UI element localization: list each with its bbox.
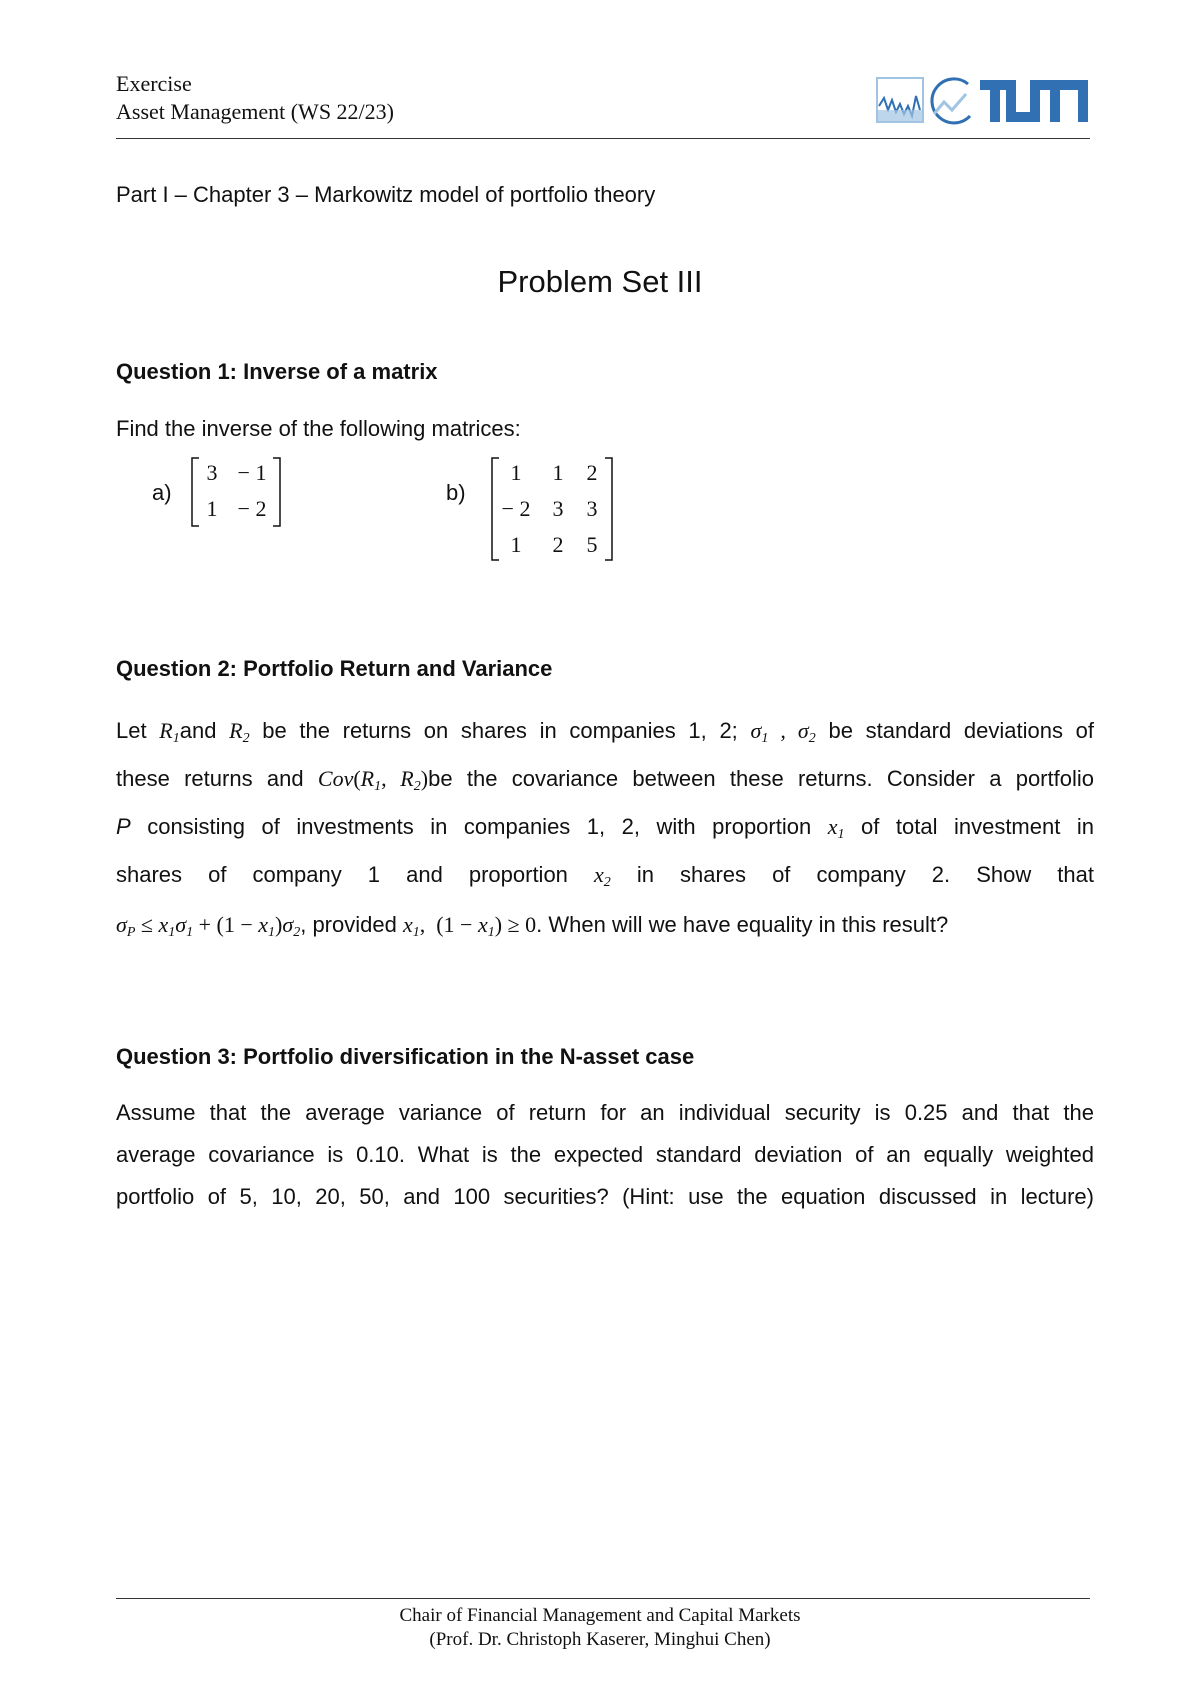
condition-formula: $x_1$, $(1 - x_1) \ge 0$ xyxy=(402,912,537,940)
question-2-line-2: these returns and $Cov(R_1$, $R_2)be$ the covariance between these returns. Consider a portfolio xyxy=(116,766,1094,794)
matrix-b xyxy=(490,454,614,564)
header-rule xyxy=(116,138,1090,139)
matrix-b-cell: 5 xyxy=(586,532,598,557)
covariance-symbol: $Cov(R_1$, $R_2$) xyxy=(317,766,429,794)
question-3-line-3: portfolio of 5, 10, 20, 50, and 100 securities? (Hint: use the equation discussed in lecture) xyxy=(116,1184,1094,1209)
matrix-a-cell: 1 xyxy=(206,496,218,521)
question-2-line-4: shares of company 1 and proportion $x_2$ in shares of company 2. Show that xyxy=(116,862,1094,890)
question-2-line-3: P consisting of investments in companies 1, 2, with proportion $x_1$ of total investment in xyxy=(116,814,1094,842)
question-1-intro: Find the inverse of the following matrices: xyxy=(116,416,521,441)
matrix-b-cell: 2 xyxy=(552,532,564,557)
matrix-b-cell: − 2 xyxy=(501,496,531,521)
chapter-line: Part I – Chapter 3 – Markowitz model of portfolio theory xyxy=(116,182,656,207)
sigma-symbols: $\sigma_1$ , $\sigma_2$ xyxy=(750,718,816,746)
question-2-heading: Question 2: Portfolio Return and Variance xyxy=(116,656,553,681)
question-3-line-2: average covariance is 0.10. What is the expected standard deviation of an equally weighted xyxy=(116,1142,1094,1167)
question-3-line-1: Assume that the average variance of return for an individual security is 0.25 and that the xyxy=(116,1100,1094,1125)
matrix-b-cell: 1 xyxy=(552,460,564,485)
chart-logo-icon xyxy=(876,76,1092,128)
header-exercise: Exercise xyxy=(116,71,192,96)
matrix-b-cell: 1 xyxy=(510,460,522,485)
footer-chair: Chair of Financial Management and Capital Markets xyxy=(399,1605,801,1626)
question-1-heading: Question 1: Inverse of a matrix xyxy=(116,359,438,384)
matrix-b-cell: 3 xyxy=(552,496,564,521)
matrix-b-cell: 1 xyxy=(510,532,522,557)
matrix-b-cell: 2 xyxy=(586,460,598,485)
footer-authors: (Prof. Dr. Christoph Kaserer, Minghui Chen) xyxy=(429,1629,771,1650)
r2-symbol: $R_2$ xyxy=(229,718,250,746)
matrix-a-cell: − 2 xyxy=(237,496,267,521)
footer-rule xyxy=(116,1598,1090,1599)
r1-symbol: $R_1$ xyxy=(159,718,180,746)
question-2-line-1: Let $R_1and$ $R_2$ be the returns on shares in companies 1, 2; $\sigma_1$ , $\sigma_2$ be standard deviations of xyxy=(116,718,1094,746)
matrix-b-label: b) xyxy=(446,480,466,505)
x1-symbol: $x_1$ xyxy=(827,814,845,842)
tum-logo xyxy=(876,76,1092,128)
question-2-line-5: $\sigma_P \le x_1\sigma_1 + (1 - x_1)\sigma_2$, provided $x_1$, $(1 - x_1) \ge 0$. When will we have equality in this result? xyxy=(116,912,949,940)
matrix-a-cell: 3 xyxy=(206,460,218,485)
matrix-a xyxy=(190,454,282,530)
matrix-a-cell: − 1 xyxy=(237,460,267,485)
page-title: Problem Set III xyxy=(497,264,703,299)
x2-symbol: $x_2$ xyxy=(593,862,611,890)
inequality-formula: $\sigma_P \le x_1\sigma_1 + (1 - x_1)\sigma_2$ xyxy=(116,912,301,940)
matrix-a-label: a) xyxy=(152,480,172,505)
question-3-heading: Question 3: Portfolio diversification in the N-asset case xyxy=(116,1044,695,1069)
header-course: Asset Management (WS 22/23) xyxy=(116,99,394,124)
matrix-b-cell: 3 xyxy=(586,496,598,521)
